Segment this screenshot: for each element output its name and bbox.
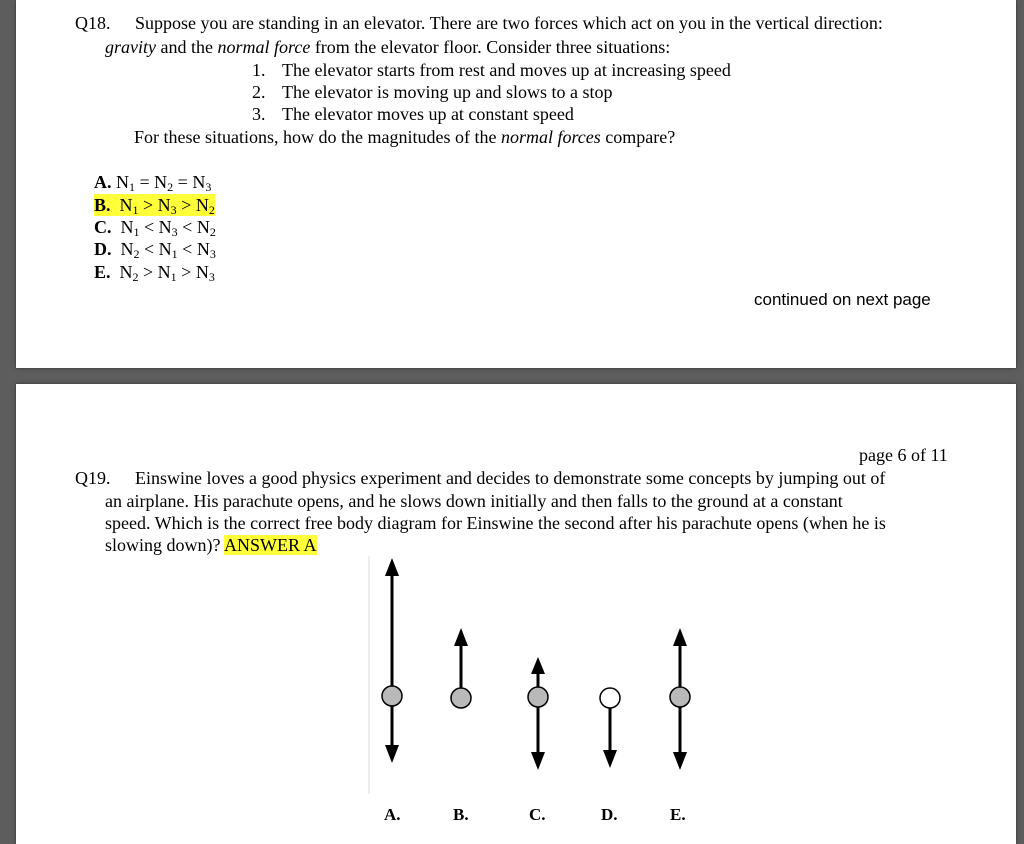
situation-3-text: The elevator moves up at constant speed	[282, 104, 574, 124]
continued-note: continued on next page	[754, 290, 931, 309]
normal-force-term: normal force	[217, 37, 311, 57]
page-q19	[16, 384, 1016, 844]
diagram-c	[528, 657, 548, 770]
diagram-c-body-dot	[528, 687, 548, 707]
q19-line2: an airplane. His parachute opens, and he slows down initially and then falls to the ground at a constant	[105, 491, 843, 511]
diagram-d-down-arrow-head	[603, 750, 617, 768]
diagram-label-c: C.	[529, 805, 546, 824]
diagram-e-down-arrow-head	[673, 752, 687, 770]
q19-number: Q19.	[75, 468, 111, 488]
diagram-a-body-dot	[382, 686, 402, 706]
diagram-b-up-arrow-head	[454, 628, 468, 646]
q19-line1: Einswine loves a good physics experiment and decides to demonstrate some concepts by jumping out of	[135, 468, 886, 488]
choice-c: C. $N_1 < N_3 < N_2$	[94, 217, 216, 239]
q18-text-line2: gravity and the normal force from the elevator floor. Consider three situations:	[105, 37, 671, 57]
q19-line4: slowing down)? ANSWER A	[105, 535, 317, 555]
diagram-d-body-dot	[600, 688, 620, 708]
page-q18	[16, 0, 1016, 368]
normal-forces-term: normal forces	[500, 127, 601, 147]
q19-line3: speed. Which is the correct free body diagram for Einswine the second after his parachute opens (when he is	[105, 513, 886, 533]
diagram-e-body-dot	[670, 687, 690, 707]
diagram-c-up-arrow-head	[531, 657, 545, 674]
situation-2-text: The elevator is moving up and slows to a stop	[282, 82, 613, 102]
choice-d: D. $N_2 < N_1 < N_3$	[94, 239, 216, 261]
q18-text-line1: Suppose you are standing in an elevator. There are two forces which act on you in the vertical direction:	[135, 13, 883, 33]
q18-question: For these situations, how do the magnitudes of the normal forces compare?	[134, 127, 676, 147]
diagram-label-b: B.	[453, 805, 469, 824]
diagram-label-d: D.	[601, 805, 618, 824]
diagram-e	[670, 628, 690, 770]
diagram-e-up-arrow-head	[673, 628, 687, 646]
situation-3-number: 3.	[252, 104, 266, 124]
choice-b-highlighted: B. $N_1 > N_3 > N_2$	[94, 195, 215, 217]
diagram-d	[600, 688, 620, 768]
q18-number: Q18.	[75, 13, 111, 33]
diagram-label-a: A.	[384, 805, 401, 824]
page-number: page 6 of 11	[859, 445, 948, 465]
situation-1-text: The elevator starts from rest and moves up at increasing speed	[282, 60, 731, 80]
diagram-b-body-dot	[451, 688, 471, 708]
situation-2-number: 2.	[252, 82, 266, 102]
diagram-b	[451, 628, 471, 708]
diagram-a-up-arrow-head	[385, 558, 399, 576]
choice-e: E. $N_2 > N_1 > N_3$	[94, 262, 215, 284]
diagram-a	[382, 558, 402, 763]
gravity-term: gravity	[105, 37, 156, 57]
answer-highlight: ANSWER A	[224, 535, 317, 555]
free-body-diagrams	[16, 384, 1016, 844]
diagram-label-e: E.	[670, 805, 686, 824]
diagram-a-down-arrow-head	[385, 745, 399, 763]
diagram-c-down-arrow-head	[531, 752, 545, 770]
choice-a: A. $N_1 = N_2 = N_3$	[94, 172, 212, 194]
situation-1-number: 1.	[252, 60, 266, 80]
